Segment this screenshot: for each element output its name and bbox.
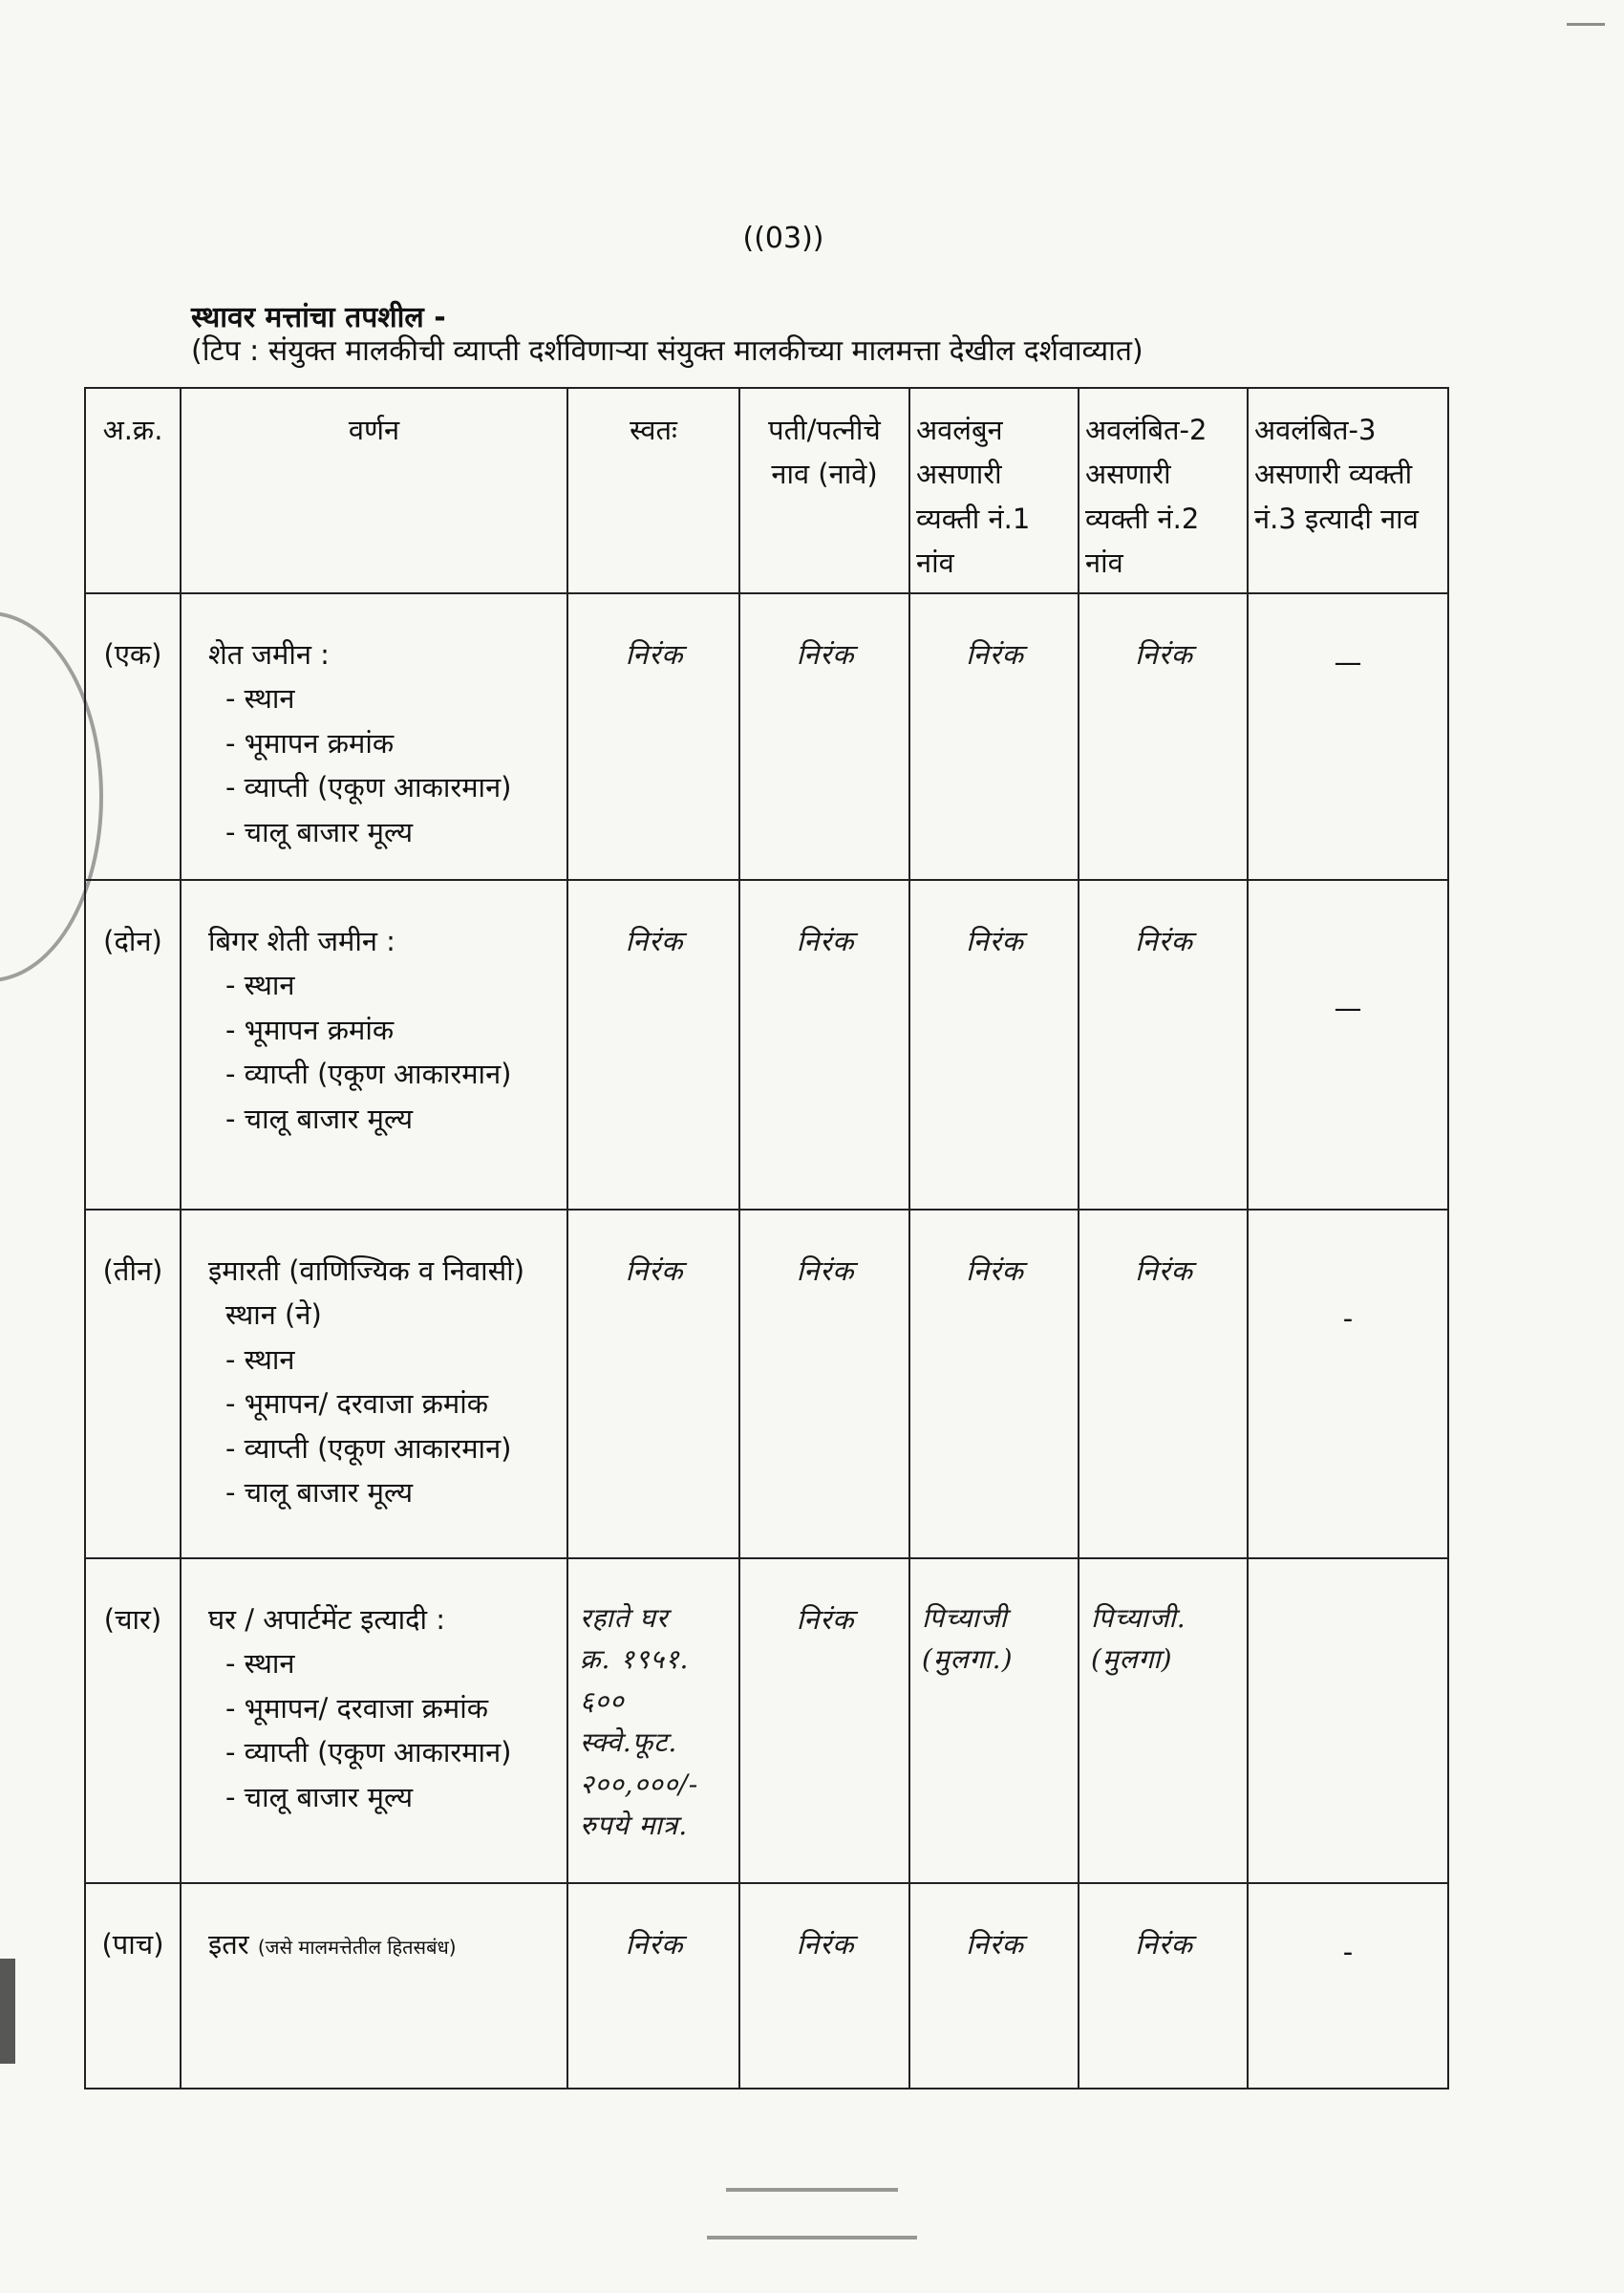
row-item: स्थान (ने) [225, 1298, 322, 1332]
dependent-3-value: — [1248, 593, 1448, 880]
row-item: - भूमापन/ दरवाजा क्रमांक [225, 1691, 489, 1725]
self-value: निरंक [567, 1883, 739, 2089]
dependent-3-value: - [1248, 1210, 1448, 1558]
self-value: निरंक [567, 593, 739, 880]
page-number: ((03)) [742, 222, 824, 255]
scan-corner-mark [1567, 23, 1605, 26]
row-title: घर / अपार्टमेंट इत्यादी : [208, 1603, 446, 1636]
dependent-2-value: निरंक [1079, 593, 1248, 880]
row-sr: (पाच) [85, 1883, 181, 2089]
row-item: - स्थान [225, 682, 295, 716]
row-sr: (चार) [85, 1558, 181, 1883]
row-item: - व्याप्ती (एकूण आकारमान) [225, 1058, 512, 1091]
row-sr: (दोन) [85, 880, 181, 1210]
row-description [181, 1883, 567, 2089]
self-value [567, 1558, 739, 1883]
row-description [181, 880, 567, 1210]
header-spouse: पती/पत्नीचे नाव (नावे) [739, 388, 909, 593]
header-dependent-3: अवलंबित-3 असणारी व्यक्ती नं.3 इत्यादी नाव [1248, 388, 1448, 593]
section-heading: स्थावर मत्तांचा तपशील - [191, 301, 446, 334]
immovable-assets-table [84, 387, 1449, 2089]
row-sr: (तीन) [85, 1210, 181, 1558]
dependent-1-value: निरंक [909, 593, 1079, 880]
scan-line-mark [726, 2188, 898, 2192]
row-description [181, 1558, 567, 1883]
row-title: इमारती (वाणिज्यिक व निवासी) [208, 1254, 525, 1287]
spouse-value: निरंक [739, 1210, 909, 1558]
header-dependent-2: अवलंबित-2 असणारी व्यक्ती नं.2 नांव [1079, 388, 1248, 593]
row-description [181, 1210, 567, 1558]
row-title: इतर [208, 1928, 249, 1961]
dependent-2-value: निरंक [1079, 1210, 1248, 1558]
row-title-note: (जसे मालमत्तेतील हितसबंध) [257, 1936, 457, 1959]
table-header-row [85, 388, 1448, 593]
spouse-value: निरंक [739, 593, 909, 880]
scan-edge-mark [0, 1959, 15, 2064]
dependent-1-value [909, 1558, 1079, 1883]
self-line: रहाते घर [580, 1602, 669, 1634]
dependent-2-value [1079, 1558, 1248, 1883]
self-value: निरंक [567, 880, 739, 1210]
row-item: - चालू बाजार मूल्य [225, 1475, 414, 1509]
table-row [85, 880, 1448, 1210]
self-line: ६०० स्क्वे.फूट. [580, 1684, 678, 1759]
row-item: - भूमापन क्रमांक [225, 1013, 395, 1046]
row-title: बिगर शेती जमीन : [208, 925, 395, 957]
row-item: - चालू बाजार मूल्य [225, 1102, 414, 1135]
spouse-value: निरंक [739, 1883, 909, 2089]
dependent-2-value: निरंक [1079, 880, 1248, 1210]
row-item: - चालू बाजार मूल्य [225, 815, 414, 848]
row-sr: (एक) [85, 593, 181, 880]
header-dependent-1: अवलंबुन असणारी व्यक्ती नं.1 नांव [909, 388, 1079, 593]
table-row [85, 1210, 1448, 1558]
dependent-1-line: पिच्याजी [922, 1602, 1008, 1634]
spouse-value: निरंक [739, 880, 909, 1210]
row-title: शेत जमीन : [208, 638, 330, 671]
self-value: निरंक [567, 1210, 739, 1558]
table-row [85, 1558, 1448, 1883]
row-item: - स्थान [225, 969, 295, 1002]
row-item: - व्याप्ती (एकूण आकारमान) [225, 771, 512, 804]
row-item: - स्थान [225, 1342, 295, 1376]
row-item: - व्याप्ती (एकूण आकारमान) [225, 1736, 512, 1769]
row-description [181, 593, 567, 880]
dependent-2-line: (मुलगा) [1091, 1643, 1173, 1676]
scan-line-mark [707, 2236, 917, 2239]
row-item: - व्याप्ती (एकूण आकारमान) [225, 1431, 512, 1465]
header-self: स्वतः [567, 388, 739, 593]
row-item: - स्थान [225, 1647, 295, 1681]
table-row [85, 593, 1448, 880]
row-item: - भूमापन/ दरवाजा क्रमांक [225, 1387, 489, 1421]
dependent-1-line: (मुलगा.) [922, 1643, 1014, 1676]
dependent-3-value: — [1248, 880, 1448, 1210]
self-line: क्र. १९५१. [580, 1643, 690, 1676]
self-line: रुपये मात्र. [580, 1809, 689, 1841]
dependent-2-line: पिच्याजी. [1091, 1602, 1186, 1634]
dependent-3-value: - [1248, 1883, 1448, 2089]
dependent-1-value: निरंक [909, 880, 1079, 1210]
header-sr: अ.क्र. [85, 388, 181, 593]
row-item: - भूमापन क्रमांक [225, 726, 395, 760]
table-row [85, 1883, 1448, 2089]
self-line: २००,०००/- [580, 1768, 699, 1800]
header-description: वर्णन [181, 388, 567, 593]
dependent-1-value: निरंक [909, 1883, 1079, 2089]
row-item: - चालू बाजार मूल्य [225, 1780, 414, 1813]
dependent-1-value: निरंक [909, 1210, 1079, 1558]
dependent-3-value [1248, 1558, 1448, 1883]
section-note: (टिप : संयुक्त मालकीची व्याप्ती दर्शविणाऱ्या संयुक्त मालकीच्या मालमत्ता देखील दर्शवाव्यात) [191, 334, 1143, 368]
dependent-2-value: निरंक [1079, 1883, 1248, 2089]
spouse-value: निरंक [739, 1558, 909, 1883]
